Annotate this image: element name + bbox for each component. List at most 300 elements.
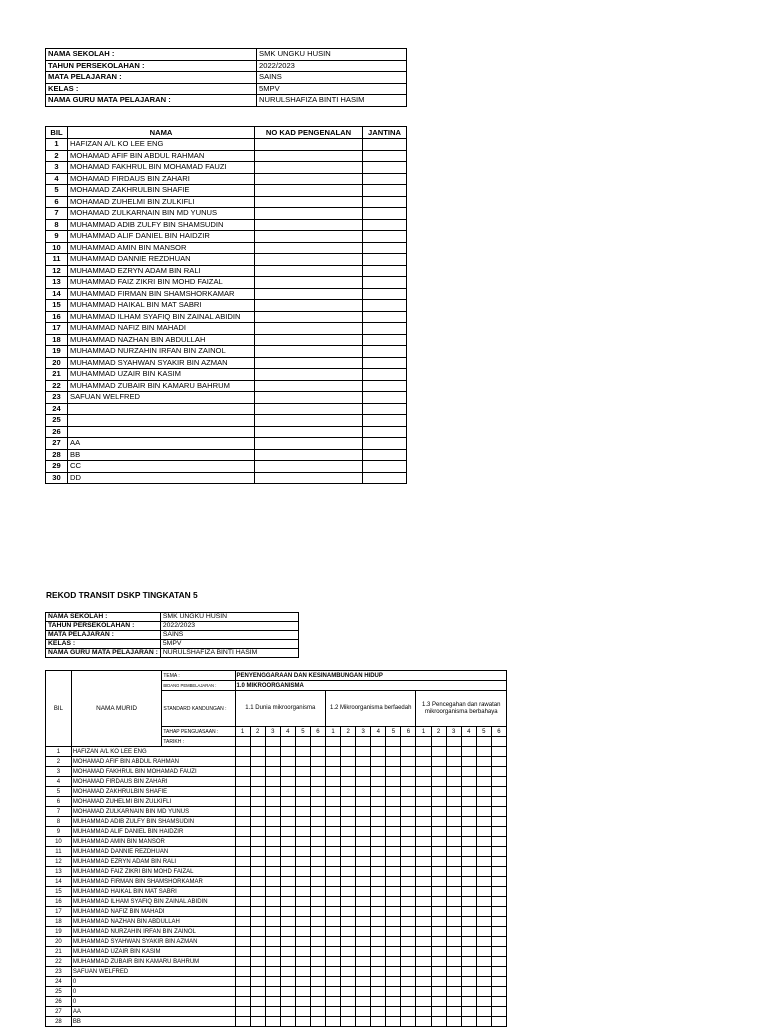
tahap-mark-cell[interactable]: [416, 847, 431, 857]
student-ic-cell[interactable]: [255, 139, 363, 151]
tahap-mark-cell[interactable]: [295, 1007, 310, 1017]
tahap-mark-cell[interactable]: [446, 927, 461, 937]
tahap-mark-cell[interactable]: [341, 1007, 356, 1017]
tahap-mark-cell[interactable]: [280, 917, 295, 927]
tahap-mark-cell[interactable]: [386, 797, 401, 807]
tahap-mark-cell[interactable]: [356, 907, 371, 917]
tahap-mark-cell[interactable]: [250, 897, 265, 907]
tahap-mark-cell[interactable]: [461, 797, 476, 807]
student-ic-cell[interactable]: [255, 426, 363, 438]
tahap-mark-cell[interactable]: [446, 877, 461, 887]
tahap-mark-cell[interactable]: [461, 747, 476, 757]
tahap-mark-cell[interactable]: [326, 997, 341, 1007]
tarikh-cell[interactable]: [386, 737, 401, 747]
tahap-mark-cell[interactable]: [476, 787, 491, 797]
tahap-mark-cell[interactable]: [491, 917, 506, 927]
student-gender-cell[interactable]: [363, 449, 407, 461]
tahap-mark-cell[interactable]: [310, 877, 325, 887]
tahap-mark-cell[interactable]: [235, 837, 250, 847]
tahap-mark-cell[interactable]: [341, 937, 356, 947]
tahap-mark-cell[interactable]: [295, 767, 310, 777]
tahap-mark-cell[interactable]: [416, 957, 431, 967]
tahap-mark-cell[interactable]: [476, 877, 491, 887]
tahap-mark-cell[interactable]: [341, 807, 356, 817]
tahap-mark-cell[interactable]: [431, 867, 446, 877]
tarikh-cell[interactable]: [295, 737, 310, 747]
tahap-mark-cell[interactable]: [431, 907, 446, 917]
tahap-mark-cell[interactable]: [341, 877, 356, 887]
tahap-mark-cell[interactable]: [295, 847, 310, 857]
tahap-mark-cell[interactable]: [476, 767, 491, 777]
student-gender-cell[interactable]: [363, 219, 407, 231]
tahap-mark-cell[interactable]: [371, 907, 386, 917]
tahap-mark-cell[interactable]: [416, 967, 431, 977]
tahap-mark-cell[interactable]: [401, 827, 416, 837]
tahap-mark-cell[interactable]: [295, 807, 310, 817]
student-gender-cell[interactable]: [363, 265, 407, 277]
tarikh-cell[interactable]: [401, 737, 416, 747]
student-ic-cell[interactable]: [255, 346, 363, 358]
student-ic-cell[interactable]: [255, 254, 363, 266]
tahap-mark-cell[interactable]: [416, 1017, 431, 1027]
tahap-mark-cell[interactable]: [476, 1007, 491, 1017]
tahap-mark-cell[interactable]: [250, 887, 265, 897]
tahap-mark-cell[interactable]: [431, 777, 446, 787]
tahap-mark-cell[interactable]: [280, 787, 295, 797]
tahap-mark-cell[interactable]: [371, 847, 386, 857]
tahap-mark-cell[interactable]: [386, 917, 401, 927]
tahap-mark-cell[interactable]: [371, 957, 386, 967]
tahap-mark-cell[interactable]: [235, 777, 250, 787]
tahap-mark-cell[interactable]: [416, 857, 431, 867]
tahap-mark-cell[interactable]: [280, 767, 295, 777]
tahap-mark-cell[interactable]: [341, 997, 356, 1007]
tahap-mark-cell[interactable]: [295, 757, 310, 767]
tahap-mark-cell[interactable]: [265, 1017, 280, 1027]
tahap-mark-cell[interactable]: [356, 857, 371, 867]
student-gender-cell[interactable]: [363, 392, 407, 404]
tahap-mark-cell[interactable]: [310, 837, 325, 847]
student-gender-cell[interactable]: [363, 357, 407, 369]
tahap-mark-cell[interactable]: [371, 827, 386, 837]
tahap-mark-cell[interactable]: [265, 827, 280, 837]
tahap-mark-cell[interactable]: [431, 957, 446, 967]
tahap-mark-cell[interactable]: [250, 1007, 265, 1017]
tahap-mark-cell[interactable]: [356, 807, 371, 817]
tahap-mark-cell[interactable]: [416, 807, 431, 817]
tahap-mark-cell[interactable]: [371, 857, 386, 867]
tahap-mark-cell[interactable]: [280, 937, 295, 947]
tarikh-cell[interactable]: [250, 737, 265, 747]
student-gender-cell[interactable]: [363, 254, 407, 266]
tahap-mark-cell[interactable]: [295, 967, 310, 977]
tahap-mark-cell[interactable]: [235, 817, 250, 827]
tarikh-cell[interactable]: [341, 737, 356, 747]
tahap-mark-cell[interactable]: [371, 767, 386, 777]
tahap-mark-cell[interactable]: [386, 967, 401, 977]
tahap-mark-cell[interactable]: [265, 897, 280, 907]
tahap-mark-cell[interactable]: [431, 747, 446, 757]
tahap-mark-cell[interactable]: [401, 767, 416, 777]
student-gender-cell[interactable]: [363, 300, 407, 312]
tahap-mark-cell[interactable]: [416, 817, 431, 827]
tahap-mark-cell[interactable]: [326, 877, 341, 887]
tahap-mark-cell[interactable]: [446, 807, 461, 817]
tahap-mark-cell[interactable]: [310, 897, 325, 907]
tahap-mark-cell[interactable]: [416, 1007, 431, 1017]
tahap-mark-cell[interactable]: [250, 977, 265, 987]
tarikh-cell[interactable]: [280, 737, 295, 747]
tahap-mark-cell[interactable]: [386, 757, 401, 767]
tarikh-cell[interactable]: [265, 737, 280, 747]
tahap-mark-cell[interactable]: [446, 867, 461, 877]
tahap-mark-cell[interactable]: [491, 747, 506, 757]
tarikh-cell[interactable]: [371, 737, 386, 747]
tahap-mark-cell[interactable]: [341, 977, 356, 987]
tahap-mark-cell[interactable]: [416, 897, 431, 907]
tahap-mark-cell[interactable]: [295, 897, 310, 907]
tahap-mark-cell[interactable]: [386, 827, 401, 837]
tahap-mark-cell[interactable]: [310, 857, 325, 867]
student-ic-cell[interactable]: [255, 277, 363, 289]
tahap-mark-cell[interactable]: [356, 997, 371, 1007]
tahap-mark-cell[interactable]: [250, 927, 265, 937]
tahap-mark-cell[interactable]: [250, 797, 265, 807]
tahap-mark-cell[interactable]: [446, 777, 461, 787]
tahap-mark-cell[interactable]: [265, 747, 280, 757]
tahap-mark-cell[interactable]: [491, 1017, 506, 1027]
student-gender-cell[interactable]: [363, 380, 407, 392]
tahap-mark-cell[interactable]: [491, 857, 506, 867]
tahap-mark-cell[interactable]: [250, 847, 265, 857]
tahap-mark-cell[interactable]: [431, 1007, 446, 1017]
tahap-mark-cell[interactable]: [491, 1007, 506, 1017]
tahap-mark-cell[interactable]: [446, 1017, 461, 1027]
tahap-mark-cell[interactable]: [356, 757, 371, 767]
tahap-mark-cell[interactable]: [431, 977, 446, 987]
tahap-mark-cell[interactable]: [461, 847, 476, 857]
tahap-mark-cell[interactable]: [356, 877, 371, 887]
tahap-mark-cell[interactable]: [446, 847, 461, 857]
tahap-mark-cell[interactable]: [265, 947, 280, 957]
tahap-mark-cell[interactable]: [326, 1017, 341, 1027]
tahap-mark-cell[interactable]: [461, 807, 476, 817]
tahap-mark-cell[interactable]: [235, 977, 250, 987]
tahap-mark-cell[interactable]: [461, 927, 476, 937]
tahap-mark-cell[interactable]: [431, 787, 446, 797]
student-ic-cell[interactable]: [255, 461, 363, 473]
tahap-mark-cell[interactable]: [446, 897, 461, 907]
tahap-mark-cell[interactable]: [461, 987, 476, 997]
tahap-mark-cell[interactable]: [235, 797, 250, 807]
tahap-mark-cell[interactable]: [235, 877, 250, 887]
tahap-mark-cell[interactable]: [235, 897, 250, 907]
tahap-mark-cell[interactable]: [326, 767, 341, 777]
tahap-mark-cell[interactable]: [341, 887, 356, 897]
tahap-mark-cell[interactable]: [431, 917, 446, 927]
tahap-mark-cell[interactable]: [446, 907, 461, 917]
tahap-mark-cell[interactable]: [491, 797, 506, 807]
tahap-mark-cell[interactable]: [265, 757, 280, 767]
tahap-mark-cell[interactable]: [446, 1007, 461, 1017]
tahap-mark-cell[interactable]: [446, 747, 461, 757]
tahap-mark-cell[interactable]: [401, 747, 416, 757]
tahap-mark-cell[interactable]: [446, 987, 461, 997]
tahap-mark-cell[interactable]: [461, 777, 476, 787]
tahap-mark-cell[interactable]: [295, 747, 310, 757]
tahap-mark-cell[interactable]: [371, 787, 386, 797]
tahap-mark-cell[interactable]: [280, 747, 295, 757]
student-ic-cell[interactable]: [255, 265, 363, 277]
tahap-mark-cell[interactable]: [401, 857, 416, 867]
tahap-mark-cell[interactable]: [446, 947, 461, 957]
tahap-mark-cell[interactable]: [371, 927, 386, 937]
tahap-mark-cell[interactable]: [326, 887, 341, 897]
tahap-mark-cell[interactable]: [491, 847, 506, 857]
tahap-mark-cell[interactable]: [310, 797, 325, 807]
tahap-mark-cell[interactable]: [356, 1007, 371, 1017]
tahap-mark-cell[interactable]: [250, 807, 265, 817]
tahap-mark-cell[interactable]: [491, 767, 506, 777]
tahap-mark-cell[interactable]: [446, 817, 461, 827]
tahap-mark-cell[interactable]: [476, 747, 491, 757]
tahap-mark-cell[interactable]: [341, 967, 356, 977]
tahap-mark-cell[interactable]: [341, 787, 356, 797]
tahap-mark-cell[interactable]: [371, 967, 386, 977]
student-ic-cell[interactable]: [255, 196, 363, 208]
student-ic-cell[interactable]: [255, 392, 363, 404]
tahap-mark-cell[interactable]: [461, 937, 476, 947]
tahap-mark-cell[interactable]: [265, 867, 280, 877]
tahap-mark-cell[interactable]: [461, 997, 476, 1007]
tahap-mark-cell[interactable]: [250, 877, 265, 887]
tahap-mark-cell[interactable]: [386, 767, 401, 777]
tahap-mark-cell[interactable]: [341, 927, 356, 937]
tahap-mark-cell[interactable]: [416, 977, 431, 987]
student-gender-cell[interactable]: [363, 415, 407, 427]
tahap-mark-cell[interactable]: [250, 907, 265, 917]
student-gender-cell[interactable]: [363, 323, 407, 335]
tahap-mark-cell[interactable]: [265, 917, 280, 927]
tahap-mark-cell[interactable]: [295, 1017, 310, 1027]
tahap-mark-cell[interactable]: [310, 777, 325, 787]
tahap-mark-cell[interactable]: [356, 927, 371, 937]
tahap-mark-cell[interactable]: [341, 1017, 356, 1027]
student-gender-cell[interactable]: [363, 139, 407, 151]
tahap-mark-cell[interactable]: [250, 987, 265, 997]
tahap-mark-cell[interactable]: [476, 967, 491, 977]
tahap-mark-cell[interactable]: [310, 867, 325, 877]
tahap-mark-cell[interactable]: [476, 867, 491, 877]
tarikh-cell[interactable]: [326, 737, 341, 747]
tahap-mark-cell[interactable]: [416, 767, 431, 777]
tahap-mark-cell[interactable]: [461, 887, 476, 897]
student-ic-cell[interactable]: [255, 185, 363, 197]
tarikh-cell[interactable]: [461, 737, 476, 747]
tahap-mark-cell[interactable]: [416, 907, 431, 917]
tahap-mark-cell[interactable]: [341, 917, 356, 927]
tahap-mark-cell[interactable]: [401, 897, 416, 907]
tahap-mark-cell[interactable]: [280, 997, 295, 1007]
tahap-mark-cell[interactable]: [356, 1017, 371, 1027]
tahap-mark-cell[interactable]: [235, 827, 250, 837]
tahap-mark-cell[interactable]: [371, 807, 386, 817]
tahap-mark-cell[interactable]: [416, 987, 431, 997]
tahap-mark-cell[interactable]: [295, 787, 310, 797]
tahap-mark-cell[interactable]: [341, 947, 356, 957]
tahap-mark-cell[interactable]: [310, 847, 325, 857]
tahap-mark-cell[interactable]: [265, 987, 280, 997]
student-ic-cell[interactable]: [255, 231, 363, 243]
tahap-mark-cell[interactable]: [386, 847, 401, 857]
tahap-mark-cell[interactable]: [416, 937, 431, 947]
tarikh-cell[interactable]: [476, 737, 491, 747]
tahap-mark-cell[interactable]: [356, 847, 371, 857]
tahap-mark-cell[interactable]: [235, 987, 250, 997]
tahap-mark-cell[interactable]: [386, 997, 401, 1007]
tahap-mark-cell[interactable]: [265, 787, 280, 797]
tahap-mark-cell[interactable]: [431, 807, 446, 817]
tahap-mark-cell[interactable]: [491, 907, 506, 917]
tahap-mark-cell[interactable]: [280, 1007, 295, 1017]
student-gender-cell[interactable]: [363, 173, 407, 185]
tarikh-cell[interactable]: [491, 737, 506, 747]
tahap-mark-cell[interactable]: [265, 807, 280, 817]
tahap-mark-cell[interactable]: [356, 917, 371, 927]
tahap-mark-cell[interactable]: [265, 957, 280, 967]
tahap-mark-cell[interactable]: [356, 797, 371, 807]
tahap-mark-cell[interactable]: [341, 857, 356, 867]
tahap-mark-cell[interactable]: [431, 837, 446, 847]
tahap-mark-cell[interactable]: [401, 977, 416, 987]
tahap-mark-cell[interactable]: [371, 757, 386, 767]
tahap-mark-cell[interactable]: [280, 837, 295, 847]
tahap-mark-cell[interactable]: [295, 777, 310, 787]
tahap-mark-cell[interactable]: [401, 1007, 416, 1017]
tahap-mark-cell[interactable]: [250, 767, 265, 777]
tahap-mark-cell[interactable]: [265, 817, 280, 827]
tahap-mark-cell[interactable]: [341, 767, 356, 777]
tahap-mark-cell[interactable]: [401, 887, 416, 897]
tahap-mark-cell[interactable]: [386, 937, 401, 947]
tahap-mark-cell[interactable]: [371, 777, 386, 787]
tahap-mark-cell[interactable]: [371, 897, 386, 907]
student-ic-cell[interactable]: [255, 300, 363, 312]
tahap-mark-cell[interactable]: [235, 747, 250, 757]
tahap-mark-cell[interactable]: [341, 957, 356, 967]
tahap-mark-cell[interactable]: [461, 867, 476, 877]
tahap-mark-cell[interactable]: [491, 777, 506, 787]
tahap-mark-cell[interactable]: [401, 867, 416, 877]
tahap-mark-cell[interactable]: [250, 757, 265, 767]
tahap-mark-cell[interactable]: [280, 817, 295, 827]
tahap-mark-cell[interactable]: [461, 897, 476, 907]
student-gender-cell[interactable]: [363, 438, 407, 450]
tahap-mark-cell[interactable]: [431, 887, 446, 897]
tahap-mark-cell[interactable]: [416, 997, 431, 1007]
tahap-mark-cell[interactable]: [476, 947, 491, 957]
tahap-mark-cell[interactable]: [491, 957, 506, 967]
tahap-mark-cell[interactable]: [431, 877, 446, 887]
tahap-mark-cell[interactable]: [416, 797, 431, 807]
tahap-mark-cell[interactable]: [386, 1017, 401, 1027]
tahap-mark-cell[interactable]: [310, 767, 325, 777]
tahap-mark-cell[interactable]: [326, 797, 341, 807]
tahap-mark-cell[interactable]: [295, 927, 310, 937]
tahap-mark-cell[interactable]: [371, 1007, 386, 1017]
tahap-mark-cell[interactable]: [476, 987, 491, 997]
tahap-mark-cell[interactable]: [446, 887, 461, 897]
tahap-mark-cell[interactable]: [431, 847, 446, 857]
tahap-mark-cell[interactable]: [416, 887, 431, 897]
tahap-mark-cell[interactable]: [326, 837, 341, 847]
student-gender-cell[interactable]: [363, 334, 407, 346]
tahap-mark-cell[interactable]: [265, 927, 280, 937]
tahap-mark-cell[interactable]: [476, 887, 491, 897]
tahap-mark-cell[interactable]: [371, 977, 386, 987]
tahap-mark-cell[interactable]: [235, 967, 250, 977]
tahap-mark-cell[interactable]: [265, 847, 280, 857]
student-ic-cell[interactable]: [255, 380, 363, 392]
tahap-mark-cell[interactable]: [401, 777, 416, 787]
tahap-mark-cell[interactable]: [476, 827, 491, 837]
tahap-mark-cell[interactable]: [356, 787, 371, 797]
tahap-mark-cell[interactable]: [356, 817, 371, 827]
student-gender-cell[interactable]: [363, 185, 407, 197]
tahap-mark-cell[interactable]: [491, 757, 506, 767]
tahap-mark-cell[interactable]: [446, 767, 461, 777]
tahap-mark-cell[interactable]: [356, 897, 371, 907]
tahap-mark-cell[interactable]: [310, 1007, 325, 1017]
tahap-mark-cell[interactable]: [280, 827, 295, 837]
tahap-mark-cell[interactable]: [401, 917, 416, 927]
tahap-mark-cell[interactable]: [235, 917, 250, 927]
tahap-mark-cell[interactable]: [431, 967, 446, 977]
student-gender-cell[interactable]: [363, 346, 407, 358]
tahap-mark-cell[interactable]: [235, 957, 250, 967]
tahap-mark-cell[interactable]: [235, 927, 250, 937]
tahap-mark-cell[interactable]: [461, 947, 476, 957]
tahap-mark-cell[interactable]: [476, 847, 491, 857]
tahap-mark-cell[interactable]: [356, 977, 371, 987]
tahap-mark-cell[interactable]: [371, 837, 386, 847]
tahap-mark-cell[interactable]: [461, 917, 476, 927]
tarikh-cell[interactable]: [235, 737, 250, 747]
tahap-mark-cell[interactable]: [235, 807, 250, 817]
tahap-mark-cell[interactable]: [280, 957, 295, 967]
tahap-mark-cell[interactable]: [265, 887, 280, 897]
tahap-mark-cell[interactable]: [401, 927, 416, 937]
tahap-mark-cell[interactable]: [476, 957, 491, 967]
tahap-mark-cell[interactable]: [235, 937, 250, 947]
tahap-mark-cell[interactable]: [431, 817, 446, 827]
tahap-mark-cell[interactable]: [356, 837, 371, 847]
student-ic-cell[interactable]: [255, 311, 363, 323]
tahap-mark-cell[interactable]: [401, 907, 416, 917]
tahap-mark-cell[interactable]: [386, 987, 401, 997]
tahap-mark-cell[interactable]: [326, 847, 341, 857]
tahap-mark-cell[interactable]: [386, 787, 401, 797]
tahap-mark-cell[interactable]: [386, 957, 401, 967]
tahap-mark-cell[interactable]: [491, 967, 506, 977]
student-gender-cell[interactable]: [363, 369, 407, 381]
tahap-mark-cell[interactable]: [295, 877, 310, 887]
tahap-mark-cell[interactable]: [431, 1017, 446, 1027]
tahap-mark-cell[interactable]: [326, 857, 341, 867]
tahap-mark-cell[interactable]: [310, 787, 325, 797]
student-ic-cell[interactable]: [255, 219, 363, 231]
tahap-mark-cell[interactable]: [386, 947, 401, 957]
